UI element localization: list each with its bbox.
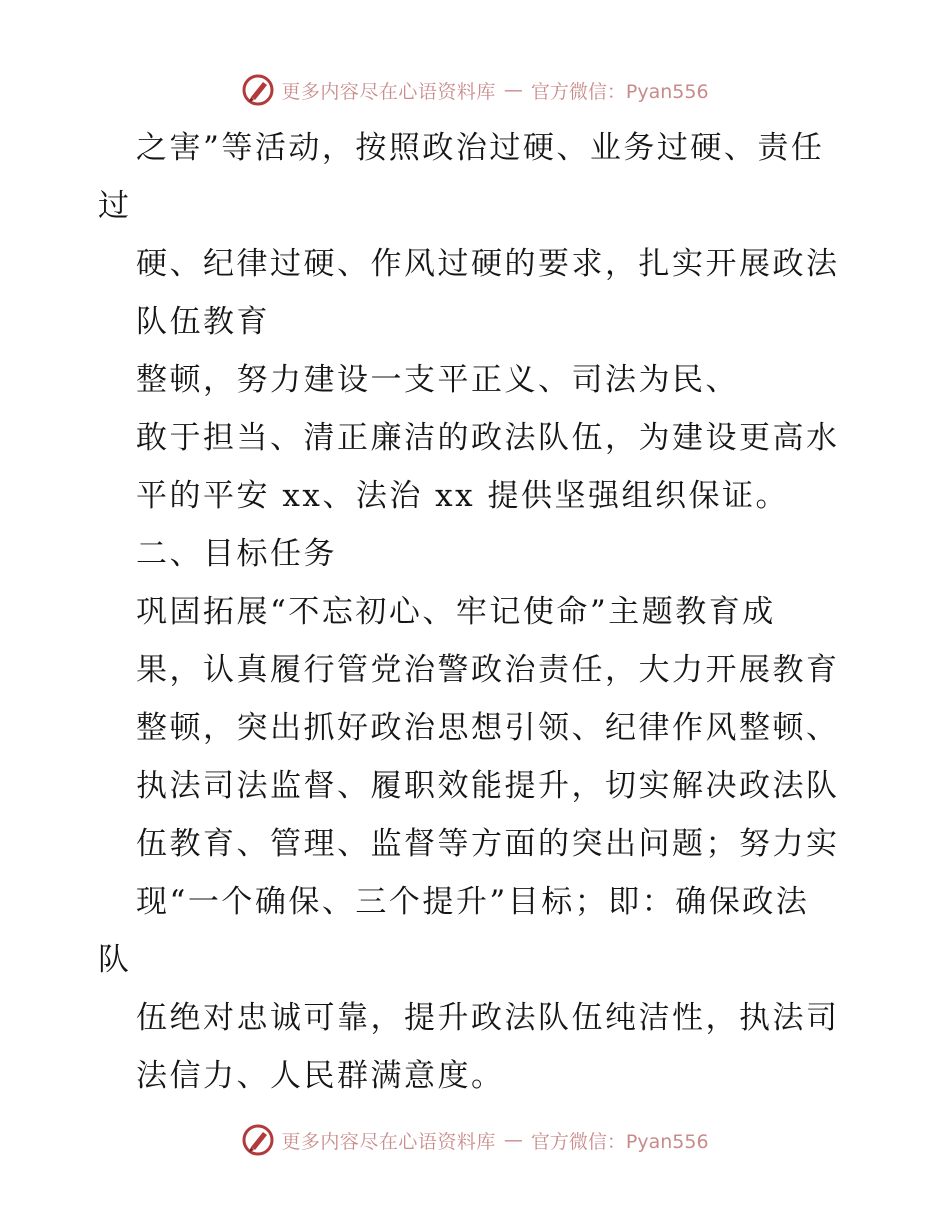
watermark-site-text: 更多内容尽在心语资料库 (281, 80, 496, 103)
text-line: 法信力、人民群满意度。 (136, 1058, 505, 1094)
text-line: 巩固拓展“不忘初心、牢记使命”主题教育成 (136, 594, 776, 630)
text-line: 过 (98, 188, 132, 224)
text-line: 整顿，突出抓好政治思想引领、纪律作风整顿、 (136, 710, 840, 746)
watermark-site-text: 更多内容尽在心语资料库 (281, 1130, 496, 1153)
watermark-wechat-text: 官方微信：Pyan556 (530, 80, 709, 103)
text-line: 平的平安 xx、法治 xx 提供坚强组织保证。 (136, 478, 789, 514)
text-line: 队 (98, 942, 132, 978)
text-line: 伍绝对忠诚可靠，提升政法队伍纯洁性，执法司 (136, 1000, 840, 1036)
header-watermark (0, 70, 950, 110)
pen-logo-icon (241, 1123, 275, 1157)
watermark-separator: — (503, 79, 523, 101)
watermark-wechat-text: 官方微信：Pyan556 (530, 1130, 709, 1153)
text-line: 伍教育、管理、监督等方面的突出问题；努力实 (136, 826, 840, 862)
text-line: 现“一个确保、三个提升”目标；即：确保政法 (136, 884, 810, 920)
text-line: 敢于担当、清正廉洁的政法队伍，为建设更高水 (136, 420, 840, 456)
footer-watermark (0, 1120, 950, 1160)
watermark-separator: — (503, 1129, 523, 1151)
text-line: 之害”等活动，按照政治过硬、业务过硬、责任 (136, 130, 825, 166)
section-heading: 二、目标任务 (136, 536, 337, 572)
text-line: 整顿，努力建设一支平正义、司法为民、 (136, 362, 739, 398)
text-line: 执法司法监督、履职效能提升，切实解决政法队 (136, 768, 840, 804)
pen-logo-icon (241, 73, 275, 107)
text-line: 队伍教育 (136, 304, 270, 340)
text-line: 果，认真履行管党治警政治责任，大力开展教育 (136, 652, 840, 688)
text-line: 硬、纪律过硬、作风过硬的要求，扎实开展政法 (136, 246, 840, 282)
